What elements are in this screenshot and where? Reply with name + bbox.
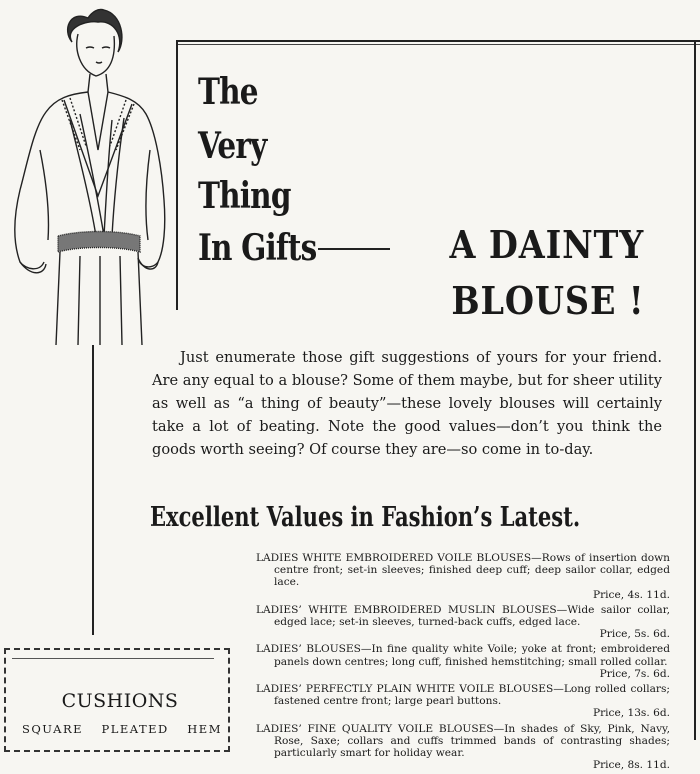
cushions-subtitle: [22, 722, 222, 736]
frame-left-rule: [176, 40, 178, 310]
list-item: [256, 683, 670, 720]
section-title: Excellent Values in Fashion’s Latest.: [150, 502, 581, 533]
list-item: [256, 723, 670, 772]
column-divider-rule: [92, 345, 94, 635]
item-description: LADIES’ BLOUSES—In fine quality white Voile; yoke at front; embroidered panels down centres; long cuff, finished hemstitching; small rolled collar.: [256, 643, 670, 668]
cushions-word-hem: HEM: [187, 722, 222, 736]
frame-top-rule: [176, 40, 700, 42]
item-price: Price, 13s. 6d.: [592, 707, 670, 720]
item-price: Price, 5s. 6d.: [599, 628, 670, 641]
item-description: LADIES WHITE EMBROIDERED VOILE BLOUSES—Rows of insertion down centre front; set-in sleeves; finished deep cuff; deep sailor collar, edged lace.: [256, 552, 670, 589]
intro-paragraph: Just enumerate those gift suggestions of yours for your friend. Are any equal to a blouse? Some of them maybe, but for sheer utility as well as “a thing of beauty”—these lovely blouses will certainly take a lot of beating. Note the good values—don’t you think the goods worth seeing? Of course they are—so come in to-day.: [152, 349, 662, 458]
frame-top-rule-inner: [176, 44, 700, 45]
headline-line-4: In Gifts: [198, 227, 317, 269]
item-price: Price, 4s. 11d.: [592, 588, 670, 601]
tagline-line-1: A DAINTY: [449, 222, 644, 267]
item-list: [256, 552, 670, 774]
item-price: Price, 7s. 6d.: [599, 667, 670, 680]
list-item: [256, 552, 670, 601]
cushions-title: CUSHIONS: [61, 690, 179, 712]
cushions-word-square: SQUARE: [22, 722, 84, 736]
item-description: LADIES’ FINE QUALITY VOILE BLOUSES—In shades of Sky, Pink, Navy, Rose, Saxe; collars and cuffs trimmed bands of contrasting shades; particularly smart for holiday wear.: [256, 722, 670, 760]
frame-right-rule: [694, 40, 696, 740]
headline-dash: [318, 248, 390, 250]
item-description: LADIES’ PERFECTLY PLAIN WHITE VOILE BLOUSES—Long rolled collars; fastened centre front; large pearl buttons.: [256, 683, 670, 708]
cushions-word-pleated: PLEATED: [101, 722, 169, 736]
headline-line-2: Very: [198, 125, 267, 167]
woman-in-blouse-illustration: [0, 0, 175, 345]
list-item: [256, 604, 670, 641]
item-description: LADIES’ WHITE EMBROIDERED MUSLIN BLOUSES—Wide sailor collar, edged lace; set-in sleeves, turned-back cuffs, edged lace.: [256, 603, 670, 629]
headline-line-3: Thing: [198, 175, 291, 217]
headline-line-1: The: [198, 71, 258, 113]
item-price: Price, 8s. 11d.: [592, 759, 670, 772]
list-item: [256, 643, 670, 680]
tagline-line-2: BLOUSE !: [450, 278, 644, 323]
